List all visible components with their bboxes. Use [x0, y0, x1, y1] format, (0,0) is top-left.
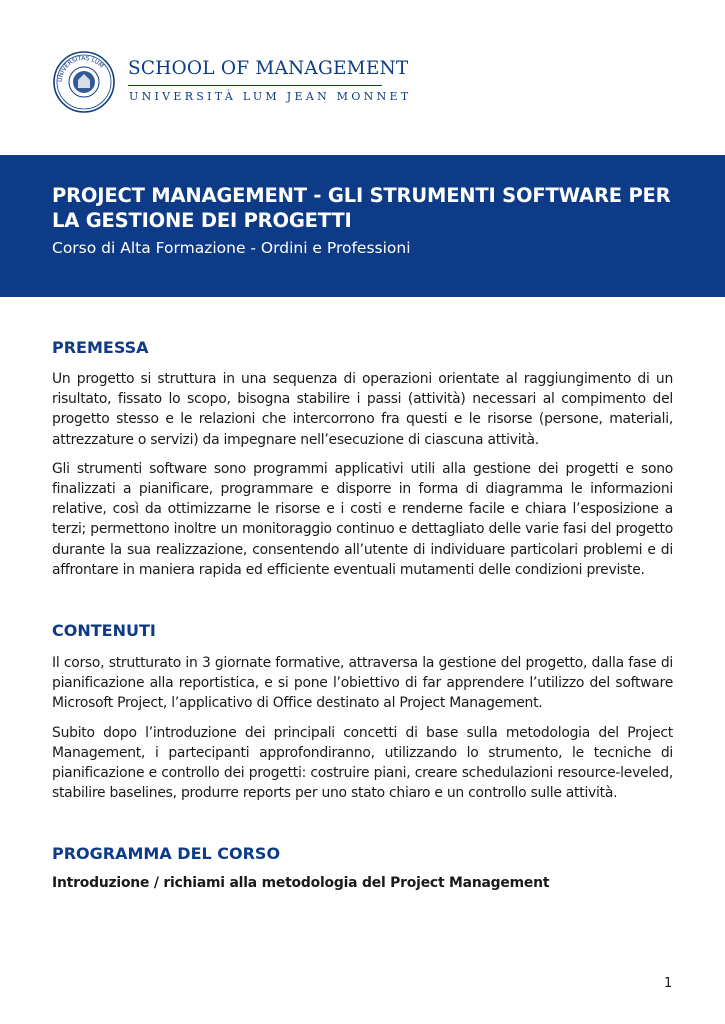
university-name: UNIVERSITÀ LUM JEAN MONNET	[129, 90, 412, 103]
university-seal-icon	[52, 50, 116, 114]
document-body	[52, 338, 673, 891]
section-heading: CONTENUTI	[52, 621, 156, 641]
section-programma	[52, 844, 673, 891]
paragraph: Il corso, strutturato in 3 giornate formative, attraversa la gestione del progetto, dalla fase di pianificazione alla reportistica, e si pone l’obiettivo di far apprendere l’utilizzo del software Microsoft Project, l’applicativo di Office destinato al Project Management.	[52, 655, 673, 712]
seal-text: UNIVERSITAS LUM	[56, 54, 105, 83]
section-heading: PROGRAMMA DEL CORSO	[52, 844, 281, 864]
section-heading: PREMESSA	[52, 338, 149, 357]
paragraph: Subito dopo l’introduzione dei principali concetti di base sulla metodologia del Project Management, i partecipanti approfondiranno, utilizzando lo strumento, le tecniche di pianificazione e controllo dei progetti: costruire piani, creare schedulazioni resource-leveled, stabilire baselines, produrre reports per uno stato chiaro e un controllo sulle attività.	[52, 724, 673, 802]
header-divider	[128, 85, 382, 86]
section-contenuti	[52, 621, 673, 803]
page-subtitle: Corso di Alta Formazione - Ordini e Professioni	[52, 239, 411, 257]
school-name: SCHOOL OF MANAGEMENT	[128, 58, 409, 79]
section-premessa	[52, 338, 673, 580]
page-number: 1	[664, 976, 673, 991]
title-banner	[0, 155, 725, 297]
paragraph: Gli strumenti software sono programmi applicativi utili alla gestione dei progetti e sono finalizzati a pianificare, programmare e disporre in forma di diagramma le informazioni relative, così da ottimizzarne le risorse e i costi e renderne facile e chiara l’esposizione a terzi; permettono inoltre un monitoraggio continuo e dettagliato delle varie fasi del progetto durante la sua realizzazione, consentendo all’utente di individuare particolari problemi e di affrontare in maniera rapida ed efficiente eventuali mutamenti delle condizioni previste.	[52, 460, 673, 578]
page-title: PROJECT MANAGEMENT - GLI STRUMENTI SOFTWARE PER LA GESTIONE DEI PROGETTI	[52, 184, 671, 232]
paragraph: Un progetto si struttura in una sequenza di operazioni orientate al raggiungimento di un risultato, fissato lo scopo, bisogna stabilire i passi (attività) necessari al compimento del progetto stesso e le relazioni che intercorrono fra questi e le risorse (persone, materiali, attrezzature o servizi) da impegnare nell’esecuzione di ciascuna attività.	[52, 371, 673, 448]
section-subheading: Introduzione / richiami alla metodologia del Project Management	[52, 875, 550, 892]
header	[52, 50, 412, 120]
